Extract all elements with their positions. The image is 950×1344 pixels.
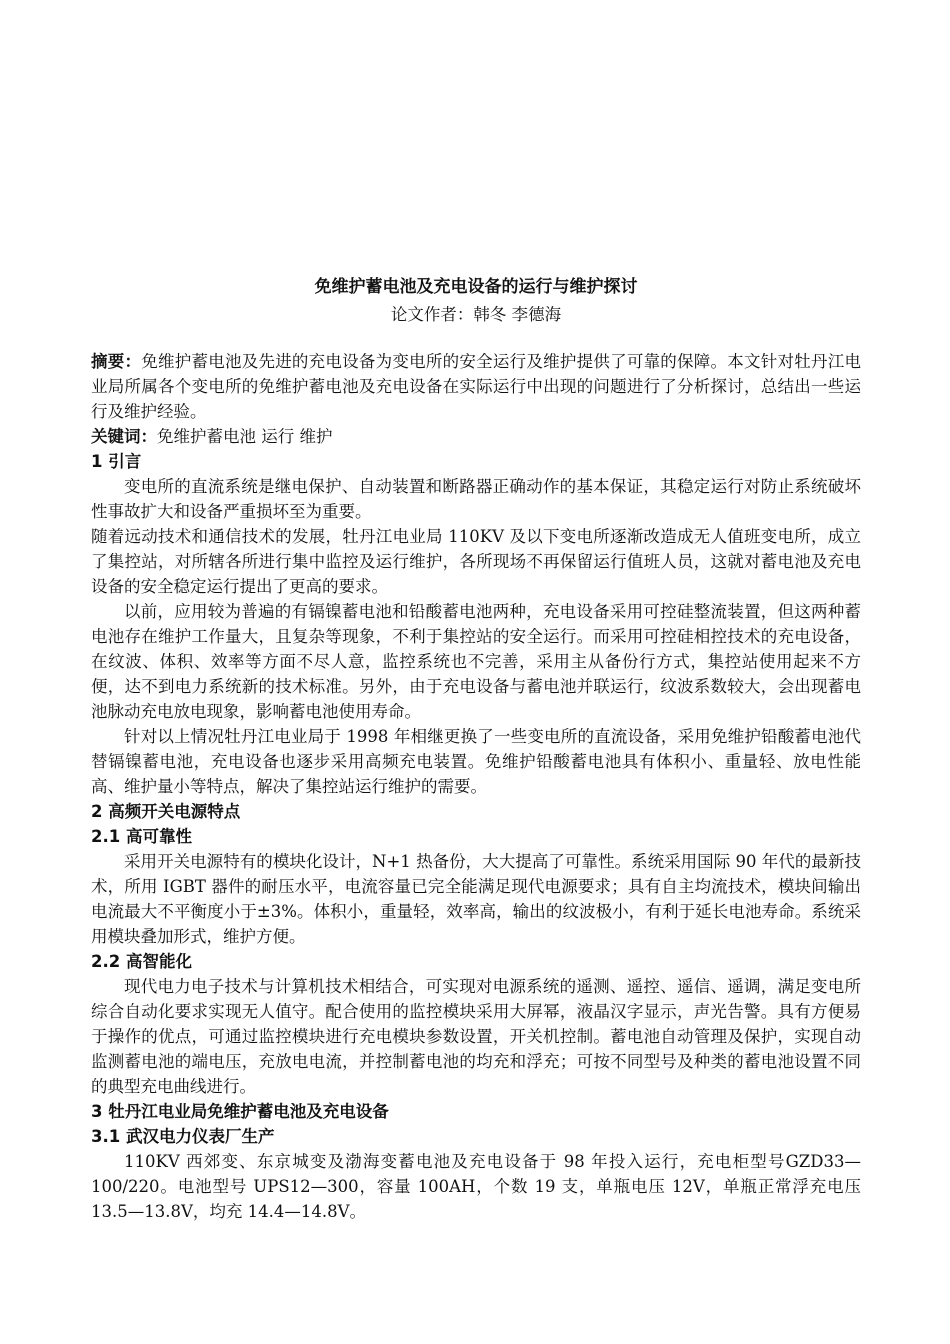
section-3-heading: 3 牡丹江电业局免维护蓄电池及充电设备 <box>91 1102 389 1121</box>
abstract-text: 免维护蓄电池及先进的充电设备为变电所的安全运行及维护提供了可靠的保障。本文针对牡丹江电业局所属各个变电所的免维护蓄电池及充电设备在实际运行中出现的问题进行了分析探讨，总结出一些运行及维护经验。 <box>91 352 862 421</box>
section-2-1-paragraph: 采用开关电源特有的模块化设计，N+1 热备份，大大提高了可靠性。系统采用国际 90 年代的最新技术，所用 IGBT 器件的耐压水平，电流容量已完全能满足现代电源要求；具有自主均流技术，模块间输出电流最大不平衡度小于±3%。体积小，重量轻，效率高，输出的纹波极小，有利于延长电池寿命。系统采用模块叠加形式，维护方便。 <box>91 852 861 946</box>
document-title: 免维护蓄电池及充电设备的运行与维护探讨 <box>314 277 638 297</box>
document-page <box>91 272 861 1224</box>
section-1-paragraph-4: 针对以上情况牡丹江电业局于 1998 年相继更换了一些变电所的直流设备，采用免维护铅酸蓄电池代替镉镍蓄电池，充电设备也逐步采用高频充电装置。免维护铅酸蓄电池具有体积小、重量轻、放电性能高、维护量小等特点，解决了集控站运行维护的需要。 <box>91 727 861 796</box>
section-2-2-heading: 2.2 高智能化 <box>91 952 192 971</box>
abstract-label: 摘要： <box>91 352 142 371</box>
section-1-paragraph-3: 以前，应用较为普遍的有镉镍蓄电池和铅酸蓄电池两种，充电设备采用可控硅整流装置，但这两种蓄电池存在维护工作量大，且复杂等现象，不利于集控站的安全运行。而采用可控硅相控技术的充电设备，在纹波、体积、效率等方面不尽人意，监控系统也不完善，采用主从备份行方式，集控站使用起来不方便，达不到电力系统新的技术标准。另外，由于充电设备与蓄电池并联运行，纹波系数较大，会出现蓄电池脉动充电放电现象，影响蓄电池使用寿命。 <box>91 602 861 721</box>
keywords-paragraph <box>91 424 861 449</box>
section-3-1-paragraph: 110KV 西郊变、东京城变及渤海变蓄电池及充电设备于 98 年投入运行，充电柜型号GZD33—100/220。电池型号 UPS12—300，容量 100AH，个数 19 支，单瓶电压 12V，单瓶正常浮充电压 13.5—13.8V，均充 14.4—14.8V。 <box>91 1152 861 1221</box>
section-1-heading: 1 引言 <box>91 452 142 471</box>
abstract-paragraph <box>91 349 861 424</box>
section-1-paragraph-1: 变电所的直流系统是继电保护、自动装置和断路器正确动作的基本保证，其稳定运行对防止系统破坏性事故扩大和设备严重损坏至为重要。 <box>91 477 861 521</box>
section-1-paragraph-2: 随着远动技术和通信技术的发展，牡丹江电业局 110KV 及以下变电所逐渐改造成无人值班变电所，成立了集控站，对所辖各所进行集中监控及运行维护，各所现场不再保留运行值班人员，这就对蓄电池及充电设备的安全稳定运行提出了更高的要求。 <box>91 527 861 596</box>
spacer <box>91 327 861 349</box>
keywords-label: 关键词： <box>91 427 157 446</box>
keywords-text: 免维护蓄电池 运行 维护 <box>157 427 333 446</box>
section-2-1-heading: 2.1 高可靠性 <box>91 827 192 846</box>
section-2-heading: 2 高频开关电源特点 <box>91 802 241 821</box>
section-3-1-heading: 3.1 武汉电力仪表厂生产 <box>91 1127 275 1146</box>
author-line: 论文作者：韩冬 李德海 <box>390 305 562 324</box>
section-2-2-paragraph: 现代电力电子技术与计算机技术相结合，可实现对电源系统的遥测、遥控、遥信、遥调，满足变电所综合自动化要求实现无人值守。配合使用的监控模块采用大屏幂，液晶汉字显示，声光告警。具有方便易于操作的优点，可通过监控模块进行充电模块参数设置，开关机控制。蓄电池自动管理及保护，实现自动监测蓄电池的端电压，充放电电流，并控制蓄电池的均充和浮充；可按不同型号及种类的蓄电池设置不同的典型充电曲线进行。 <box>91 977 861 1096</box>
